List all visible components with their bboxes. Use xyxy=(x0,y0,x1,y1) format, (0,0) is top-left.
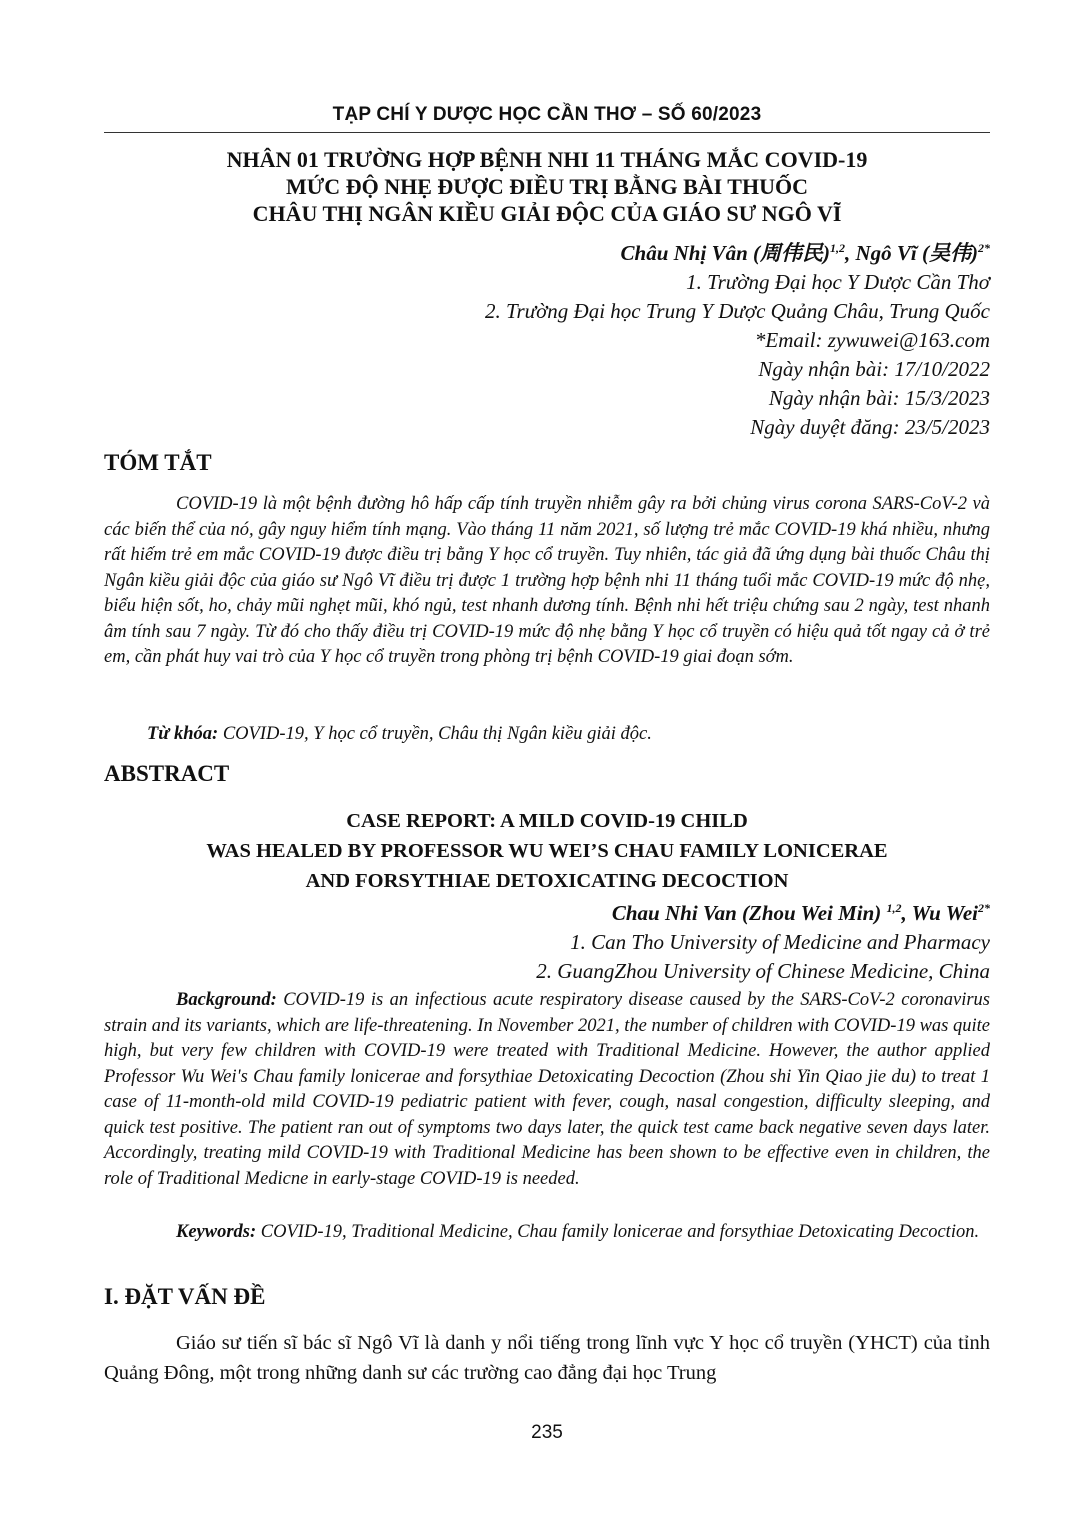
body-paragraph: Giáo sư tiến sĩ bác sĩ Ngô Vĩ là danh y nổi tiếng trong lĩnh vực Y học cổ truyền (YHCT) của tỉnh Quảng Đông, một trong những danh sư các trường cao đẳng đại học Trung xyxy=(104,1332,990,1384)
background-paragraph xyxy=(104,988,990,1192)
title-line: NHÂN 01 TRƯỜNG HỢP BỆNH NHI 11 THÁNG MẮC COVID-19 xyxy=(226,147,868,172)
vn-keywords xyxy=(147,722,990,748)
accepted-date: Ngày duyệt đăng: 23/5/2023 xyxy=(750,415,990,439)
affiliation: 2. Trường Đại học Trung Y Dược Quảng Châu, Trung Quốc xyxy=(484,299,990,323)
keywords-text: COVID-19, Y học cổ truyền, Châu thị Ngân kiều giải độc. xyxy=(218,724,652,744)
english-title xyxy=(104,806,990,896)
author-separator: , xyxy=(845,241,856,265)
title-line: MỨC ĐỘ NHẸ ĐƯỢC ĐIỀU TRỊ BẰNG BÀI THUỐC xyxy=(286,174,808,199)
revised-date: Ngày nhận bài: 15/3/2023 xyxy=(768,386,990,410)
summary-heading: TÓM TẮT xyxy=(104,450,212,475)
title-line: CHÂU THỊ NGÂN KIỀU GIẢI ĐỘC CỦA GIÁO SƯ NGÔ VĨ xyxy=(252,201,842,226)
vn-author-block xyxy=(485,239,990,442)
affiliation: 1. Can Tho University of Medicine and Pharmacy xyxy=(570,930,990,954)
keywords-label: Từ khóa: xyxy=(147,724,219,744)
author-name: Wu Wei xyxy=(911,901,978,925)
en-keywords xyxy=(104,1220,990,1246)
keywords-label: Keywords: xyxy=(176,1222,257,1242)
title-line: WAS HEALED BY PROFESSOR WU WEI’S CHAU FAMILY LONICERAE xyxy=(206,840,888,862)
background-label: Background: xyxy=(176,990,277,1010)
title-line: CASE REPORT: A MILD COVID-19 CHILD xyxy=(346,810,748,832)
abstract-heading: ABSTRACT xyxy=(104,761,230,786)
en-authors xyxy=(536,899,990,928)
author-superscript: 2* xyxy=(978,241,990,255)
header-divider xyxy=(104,132,990,133)
affiliation: 2. GuangZhou University of Chinese Medicine, China xyxy=(536,959,990,983)
page-number: 235 xyxy=(531,1422,563,1443)
author-name: Châu Nhị Vân (周伟民) xyxy=(620,241,830,265)
author-separator: , xyxy=(901,901,912,925)
author-superscript: 1,2 xyxy=(886,901,902,915)
article-title xyxy=(104,146,990,227)
summary-paragraph: COVID-19 là một bệnh đường hô hấp cấp tính truyền nhiễm gây ra bởi chủng virus corona SARS-CoV-2 và các biến thể của nó, gây nguy hiểm tính mạng. Vào tháng 11 năm 2021, số lượng trẻ mắc COVID-19 khá nhiều, nhưng rất hiếm trẻ em mắc COVID-19 được điều trị bằng Y học cổ truyền. Tuy nhiên, tác giả đã ứng dụng bài thuốc Châu thị Ngân kiều giải độc của giáo sư Ngô Vĩ điều trị được 1 trường hợp bệnh nhi 11 tháng tuổi mắc COVID-19 mức độ nhẹ, biểu hiện sốt, ho, chảy mũi nghẹt mũi, khó ngủ, test nhanh dương tính. Bệnh nhi hết triệu chứng sau 2 ngày, test nhanh âm tính sau 7 ngày. Từ đó cho thấy điều trị COVID-19 mức độ nhẹ bằng Y học cổ truyền có hiệu quả tốt ngay cả ở trẻ em, cần phát huy vai trò của Y học cổ truyền trong phòng trị bệnh COVID-19 giai đoạn sớm. xyxy=(104,494,990,667)
author-superscript: 2* xyxy=(978,901,990,915)
author-superscript: 1,2 xyxy=(830,241,845,255)
received-date: Ngày nhận bài: 17/10/2022 xyxy=(758,357,990,381)
title-line: AND FORSYTHIAE DETOXICATING DECOCTION xyxy=(305,870,789,892)
author-name: Ngô Vĩ (吴伟) xyxy=(855,241,978,265)
journal-header: TẠP CHÍ Y DƯỢC HỌC CẦN THƠ – SỐ 60/2023 xyxy=(332,104,762,125)
keywords-text: COVID-19, Traditional Medicine, Chau family lonicerae and forsythiae Detoxicating Decoction. xyxy=(256,1222,980,1242)
vn-authors xyxy=(485,239,990,268)
email-line: *Email: zywuwei@163.com xyxy=(754,328,990,352)
section-heading: I. ĐẶT VẤN ĐỀ xyxy=(104,1284,266,1309)
author-name: Chau Nhi Van (Zhou Wei Min) xyxy=(611,901,887,925)
affiliation: 1. Trường Đại học Y Dược Cần Thơ xyxy=(686,270,990,294)
background-text: COVID-19 is an infectious acute respiratory disease caused by the SARS-CoV-2 coronavirus strain and its variants, which are life-threatening. In November 2021, the number of children with COVID-19 was quite high, but very few children with COVID-19 were treated with Traditional Medicine. However, the author applied Professor Wu Wei's Chau family lonicerae and forsythiae Detoxicating Decoction (Zhou shi Yin Qiao jie du) to treat 1 case of 11-month-old mild COVID-19 pediatric patient with fever, cough, nasal congestion, difficulty sleeping, and quick test positive. The patient ran out of symptoms two days later, the quick test came back negative seven days later. Accordingly, treating mild COVID-19 with Traditional Medicine has been shown to be effective even in children, the role of Traditional Medicne in early-stage COVID-19 is needed. xyxy=(104,990,990,1189)
en-author-block xyxy=(536,899,990,986)
